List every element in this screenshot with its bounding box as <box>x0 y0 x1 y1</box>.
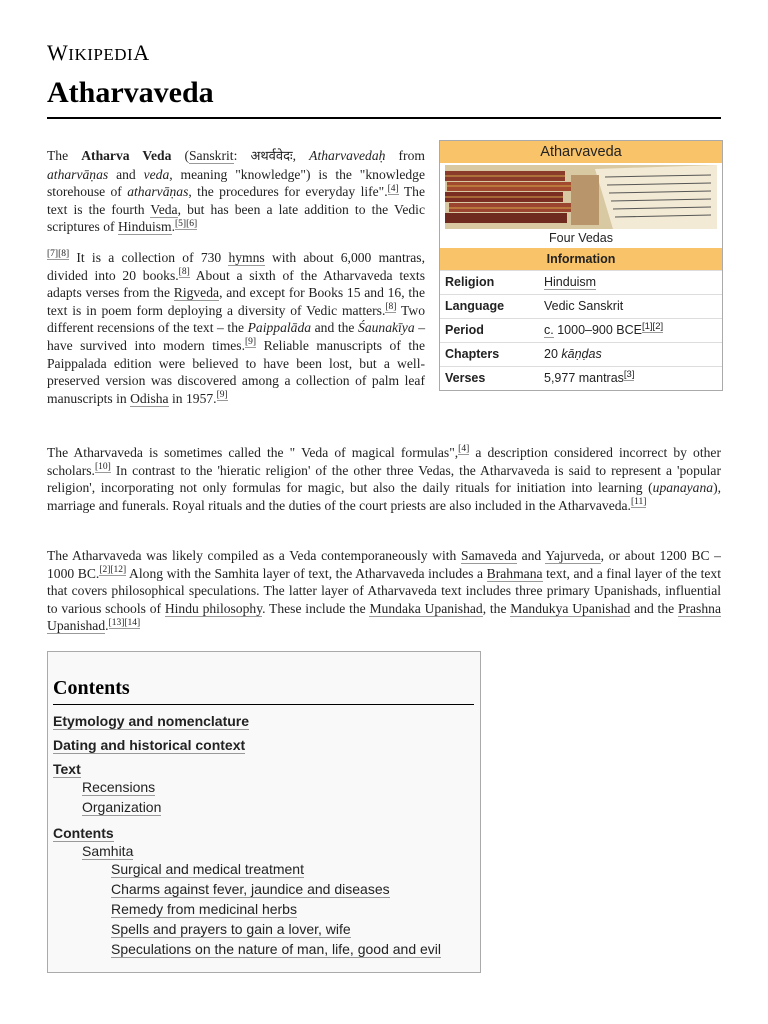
link-rigveda[interactable]: Rigveda <box>173 285 220 301</box>
text: : <box>233 148 238 163</box>
link-hinduism[interactable]: Hinduism <box>544 275 597 289</box>
text: Reliable manuscripts of the Paippalada edition were believed to have been lost, but a well-preserved version was discovered among a collection of palm leaf manuscripts in <box>47 337 425 406</box>
table-of-contents <box>47 651 481 973</box>
text: – have survived into modern times. <box>47 320 426 353</box>
link-sanskrit[interactable]: Sanskrit <box>189 148 234 163</box>
row-value: 1000–900 BCE <box>553 323 642 337</box>
text: with about 6,000 mantras, divided into 20 books. <box>47 250 425 283</box>
citation[interactable]: [9] <box>245 337 257 348</box>
text: , but has been a late addition to the Vedic scriptures of <box>47 201 425 235</box>
toc-item-organization[interactable]: Organization <box>82 799 162 815</box>
text: , meaning "knowledge") is the "knowledge storehouse of <box>47 166 426 200</box>
text: The text is the fourth <box>47 184 425 217</box>
text: Along with the Samhita layer of text, the Atharvaveda includes a <box>129 565 484 581</box>
citation[interactable]: [8] <box>385 302 397 313</box>
intro-paragraph-1 <box>47 147 425 236</box>
citation[interactable]: [8] <box>178 267 190 278</box>
text: and the <box>634 600 675 616</box>
link-brahmana[interactable]: Brahmana <box>486 565 543 581</box>
text: and <box>521 548 542 563</box>
infobox-row-chapters <box>440 342 722 366</box>
wikipedia-wordmark[interactable]: WIKIPEDIA <box>47 40 150 65</box>
text: The Atharvaveda is sometimes called the " Veda of magical formulas", <box>47 445 459 460</box>
row-key: Religion <box>445 275 495 289</box>
text: , or about 1200 BC – 1000 BC. <box>47 548 721 581</box>
text: Two different recensions of the text – the <box>47 302 426 336</box>
text: and <box>116 166 136 182</box>
text: ( <box>184 148 189 163</box>
citation[interactable]: [9] <box>216 390 228 401</box>
toc-title: Contents <box>53 677 474 705</box>
title-rule <box>47 117 721 119</box>
row-value: 5,977 mantras <box>544 371 624 385</box>
row-value: Vedic Sanskrit <box>544 299 624 313</box>
link-mandukya-upanishad[interactable]: Mandukya Upanishad <box>510 600 631 616</box>
intro-paragraph-2 <box>47 249 425 407</box>
link-hindu-philosophy[interactable]: Hindu philosophy <box>164 600 263 616</box>
link-mundaka-upanishad[interactable]: Mundaka Upanishad <box>369 600 483 616</box>
toc-item-charms[interactable]: Charms against fever, jaundice and diseases <box>111 881 390 897</box>
citation[interactable]: [4] <box>458 444 470 455</box>
infobox-row-verses <box>440 366 722 390</box>
text: text, and a final layer of the text that covers philosophical speculations. The latter layer of Atharvaveda text includes three primary Upanishads, influential to various schools of <box>47 565 722 616</box>
paragraph-3 <box>47 444 721 514</box>
infobox <box>439 140 723 391</box>
link-samaveda[interactable]: Samaveda <box>461 548 517 563</box>
toc-item-recensions[interactable]: Recensions <box>82 779 156 795</box>
text: The <box>47 148 69 163</box>
toc-item-dating[interactable]: Dating and historical context <box>53 737 246 753</box>
text: . <box>105 618 109 634</box>
text: The Atharvaveda was likely compiled as a Veda contemporaneously with <box>47 548 457 563</box>
toc-item-text[interactable]: Text <box>53 761 81 777</box>
text: About a sixth of the Atharvaveda texts adapts verses from the <box>47 267 425 301</box>
citation[interactable]: [7][8] <box>47 249 70 260</box>
text: . These include the <box>262 600 366 616</box>
row-key: Language <box>445 299 505 313</box>
manuscript-illustration <box>445 165 717 229</box>
toc-item-contents[interactable]: Contents <box>53 825 114 841</box>
italic-term: upanayana <box>652 480 714 496</box>
toc-item-etymology[interactable]: Etymology and nomenclature <box>53 713 250 729</box>
link-prashna-upanishad[interactable]: Prashna Upanishad <box>47 600 721 634</box>
citation[interactable]: [5][6] <box>175 218 198 229</box>
italic-term: kāṇḍas <box>561 347 602 361</box>
text: from <box>398 148 425 163</box>
row-key: Verses <box>445 371 486 385</box>
italic-term: atharvāṇas <box>47 166 109 182</box>
iast-term: Atharvavedaḥ <box>309 148 386 163</box>
manuscript-image[interactable] <box>445 165 717 229</box>
text: It is a collection of 730 <box>76 250 222 265</box>
link-circa[interactable]: c. <box>544 323 554 337</box>
link-hinduism[interactable]: Hinduism <box>117 219 172 235</box>
toc-item-spells[interactable]: Spells and prayers to gain a lover, wife <box>111 921 351 937</box>
text: , <box>292 148 297 163</box>
citation[interactable]: [1][2] <box>642 320 664 332</box>
link-hymns[interactable]: hymns <box>228 250 265 265</box>
image-caption: Four Vedas <box>549 231 613 245</box>
toc-item-herbs[interactable]: Remedy from medicinal herbs <box>111 901 297 917</box>
toc-item-surgical[interactable]: Surgical and medical treatment <box>111 861 304 877</box>
infobox-row-religion <box>440 270 722 294</box>
text: In contrast to the 'hieratic religion' of the other three Vedas, the Atharvaveda is said to represent a 'popular religion', incorporating not only formulas for magic, but also the daily rituals for initiation into learning ( <box>47 462 721 496</box>
text: , the procedures for everyday life". <box>188 184 388 200</box>
text: , the <box>482 600 507 616</box>
text: , and except for Books 15 and 16, the text is in poem form deploying a diversity of Vedic matters. <box>47 285 425 318</box>
text: ), marriage and funerals. Royal rituals and the duties of the court priests are also included in the Atharvaveda. <box>47 480 721 513</box>
text: a description considered incorrect by other scholars. <box>47 445 721 478</box>
link-veda[interactable]: Veda <box>150 201 178 217</box>
link-yajurveda[interactable]: Yajurveda <box>545 548 601 563</box>
citation[interactable]: [10] <box>94 462 111 473</box>
text: and the <box>314 320 355 336</box>
link-odisha[interactable]: Odisha <box>130 390 169 406</box>
row-key: Chapters <box>445 347 500 361</box>
row-value: 20 <box>544 347 562 361</box>
citation[interactable]: [11] <box>630 497 647 508</box>
devanagari-term: अथर्ववेदः <box>250 149 293 164</box>
infobox-subheader: Information <box>440 248 722 270</box>
infobox-row-language <box>440 294 722 318</box>
toc-item-speculations[interactable]: Speculations on the nature of man, life, good and evil <box>111 941 441 957</box>
row-key: Period <box>445 323 484 337</box>
text: in 1957. <box>172 390 217 406</box>
citation[interactable]: [3] <box>623 368 635 380</box>
infobox-row-period <box>440 318 722 342</box>
italic-term: atharvāṇas <box>127 184 189 200</box>
page-title: Atharvaveda <box>47 76 214 109</box>
paragraph-4 <box>47 547 721 635</box>
text: . <box>171 219 176 235</box>
citation[interactable]: [2][12] <box>99 565 127 576</box>
italic-term: veda <box>143 166 170 182</box>
citation[interactable]: [13][14] <box>108 617 141 628</box>
bold-term: Atharva Veda <box>81 148 172 163</box>
citation[interactable]: [4] <box>387 183 399 194</box>
toc-item-samhita[interactable]: Samhita <box>82 843 134 859</box>
italic-term: Paippalāda <box>247 320 312 336</box>
italic-term: Śaunakīya <box>358 320 415 336</box>
infobox-header: Atharvaveda <box>440 141 722 163</box>
